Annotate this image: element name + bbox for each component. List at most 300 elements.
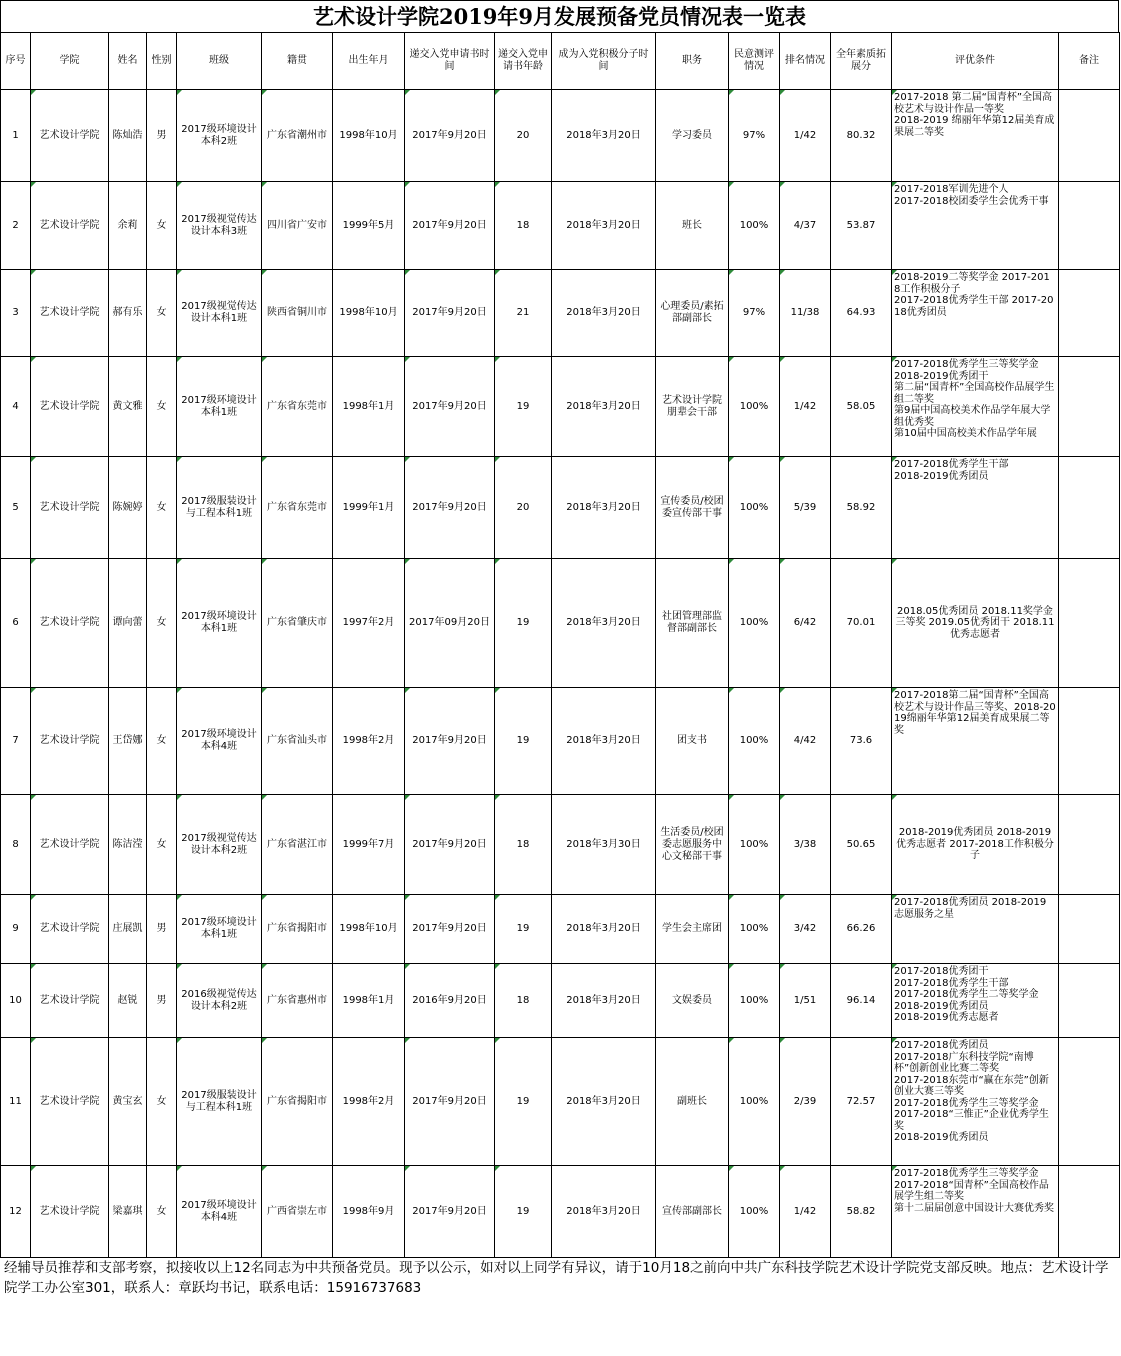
comment-marker-icon [729, 270, 734, 275]
cell-poll [729, 90, 780, 182]
comment-marker-icon [262, 688, 267, 693]
cell-text: 黄宝玄 [112, 1095, 143, 1107]
cell-text: 70.01 [846, 617, 876, 628]
cell-text: 97% [742, 129, 766, 141]
cell-no [1, 795, 31, 895]
cell-text: 2017-2018第二届“国青杯”全国高校艺术与设计作品三等奖、2018-2019绵丽年华第12届美育成果展二等奖 [894, 690, 1056, 736]
comment-marker-icon [262, 357, 267, 362]
cell-birth [333, 795, 405, 895]
cell-text: 100% [739, 501, 769, 513]
cell-text: 艺术设计学院 [39, 1205, 100, 1217]
cell-text: 2017级视觉传达设计本科3班 [181, 213, 257, 237]
cell-text: 2017级环境设计本科4班 [181, 729, 257, 752]
cell-text: 团支书 [677, 735, 707, 746]
comment-marker-icon [780, 90, 785, 95]
cell-note [1059, 457, 1120, 559]
cell-text: 2018年3月20日 [566, 617, 641, 628]
cell-conditions [892, 559, 1059, 688]
cell-text: 19 [516, 1095, 530, 1107]
comment-marker-icon [177, 964, 182, 969]
cell-note [1059, 1166, 1120, 1258]
cell-text: 2017级视觉传达设计本科2班 [181, 832, 257, 856]
cell-text: 艺术设计学院 [39, 400, 100, 412]
comment-marker-icon [729, 357, 734, 362]
cell-college [31, 895, 109, 964]
comment-marker-icon [780, 357, 785, 362]
comment-marker-icon [262, 1038, 267, 1043]
cell-text: 1/51 [793, 994, 817, 1006]
cell-poll [729, 964, 780, 1038]
comment-marker-icon [405, 688, 410, 693]
comment-marker-icon [177, 182, 182, 187]
comment-marker-icon [177, 270, 182, 275]
cell-birth [333, 270, 405, 357]
comment-marker-icon [31, 1166, 36, 1171]
comment-marker-icon [405, 964, 410, 969]
cell-text: 2017-2018 第二届“国青杯”全国高校艺术与设计作品一等奖 2018-2019 绵丽年华第12届美育成果展二等奖 [894, 92, 1055, 138]
cell-text: 班长 [682, 219, 702, 231]
comment-marker-icon [892, 1166, 897, 1171]
cell-position [656, 559, 729, 688]
cell-text: 3 [12, 307, 19, 318]
table-row [1, 964, 1120, 1038]
cell-score [831, 357, 892, 457]
header-cell: 成为入党积极分子时间 [552, 33, 656, 90]
cell-birth [333, 90, 405, 182]
cell-gender [147, 270, 177, 357]
cell-rank [780, 559, 831, 688]
header-cell: 职务 [656, 33, 729, 90]
cell-age [495, 688, 552, 795]
cell-text: 2018-2019二等奖学金 2017-2018工作积极分子 2017-2018优秀学生干部 2017-2018优秀团员 [894, 272, 1054, 318]
table-row [1, 559, 1120, 688]
cell-text: 5/39 [793, 501, 817, 513]
cell-text: 2018年3月20日 [566, 1205, 641, 1217]
cell-note [1059, 90, 1120, 182]
cell-text: 谭向蕾 [112, 617, 143, 628]
cell-activist [552, 270, 656, 357]
cell-text: 19 [516, 735, 530, 746]
cell-text: 80.32 [846, 129, 876, 141]
comment-marker-icon [729, 457, 734, 462]
cell-score [831, 90, 892, 182]
cell-text: 1997年2月 [342, 617, 395, 628]
cell-text: 2017年9月20日 [412, 219, 487, 231]
cell-note [1059, 964, 1120, 1038]
cell-activist [552, 1166, 656, 1258]
cell-activist [552, 895, 656, 964]
cell-text: 73.6 [849, 735, 873, 746]
cell-text: 黄文雅 [112, 400, 143, 412]
cell-text: 10 [9, 994, 22, 1006]
cell-text: 3/42 [793, 923, 817, 934]
comment-marker-icon [729, 688, 734, 693]
cell-text: 艺术设计学院 [39, 735, 100, 746]
cell-conditions [892, 1166, 1059, 1258]
cell-text: 4 [12, 400, 19, 412]
cell-text: 1998年2月 [342, 1095, 395, 1107]
member-table [0, 32, 1120, 1258]
cell-text: 女 [156, 838, 167, 850]
cell-text: 3/38 [793, 838, 817, 850]
comment-marker-icon [262, 895, 267, 900]
cell-text: 1998年1月 [342, 994, 395, 1006]
cell-no [1, 895, 31, 964]
comment-marker-icon [262, 90, 267, 95]
cell-text: 21 [516, 307, 530, 318]
header-cell: 学院 [31, 33, 109, 90]
comment-marker-icon [495, 1166, 500, 1171]
cell-text: 心理委员/素拓部副部长 [660, 301, 724, 324]
header-cell: 全年素质拓展分 [831, 33, 892, 90]
cell-text: 2017级环境设计本科1班 [181, 611, 257, 634]
comment-marker-icon [495, 795, 500, 800]
comment-marker-icon [262, 964, 267, 969]
cell-conditions [892, 688, 1059, 795]
comment-marker-icon [892, 559, 897, 564]
table-row [1, 457, 1120, 559]
cell-text: 王岱娜 [112, 735, 143, 746]
comment-marker-icon [262, 457, 267, 462]
cell-note [1059, 795, 1120, 895]
comment-marker-icon [177, 457, 182, 462]
cell-text: 宣传委员/校团委宣传部干事 [660, 495, 724, 519]
cell-position [656, 795, 729, 895]
cell-text: 广东省潮州市 [267, 129, 327, 141]
comment-marker-icon [729, 182, 734, 187]
comment-marker-icon [780, 270, 785, 275]
comment-marker-icon [729, 559, 734, 564]
cell-text: 2017年9月20日 [412, 1095, 487, 1107]
cell-score [831, 457, 892, 559]
cell-college [31, 1166, 109, 1258]
cell-text: 2017年9月20日 [412, 735, 487, 746]
comment-marker-icon [495, 895, 500, 900]
comment-marker-icon [495, 688, 500, 693]
cell-text: 广东省东莞市 [267, 501, 327, 513]
cell-text: 2017年9月20日 [412, 501, 487, 513]
cell-text: 20 [516, 129, 530, 141]
comment-marker-icon [405, 357, 410, 362]
cell-text: 2017级环境设计本科1班 [181, 917, 257, 940]
cell-text: 艺术设计学院 [39, 1095, 100, 1107]
comment-marker-icon [495, 357, 500, 362]
comment-marker-icon [405, 90, 410, 95]
cell-class [177, 357, 262, 457]
cell-position [656, 688, 729, 795]
comment-marker-icon [780, 964, 785, 969]
cell-age [495, 559, 552, 688]
cell-poll [729, 1038, 780, 1166]
comment-marker-icon [405, 559, 410, 564]
cell-birth [333, 357, 405, 457]
cell-no [1, 688, 31, 795]
cell-gender [147, 182, 177, 270]
cell-apply [405, 964, 495, 1038]
cell-text: 1999年5月 [342, 219, 395, 231]
table-row [1, 357, 1120, 457]
cell-text: 广东省湛江市 [267, 838, 327, 850]
cell-text: 72.57 [846, 1095, 876, 1107]
cell-text: 100% [739, 400, 769, 412]
cell-poll [729, 1166, 780, 1258]
cell-gender [147, 1166, 177, 1258]
comment-marker-icon [495, 182, 500, 187]
cell-text: 学生会主席团 [662, 923, 722, 934]
header-cell: 出生年月 [333, 33, 405, 90]
comment-marker-icon [405, 895, 410, 900]
cell-rank [780, 457, 831, 559]
comment-marker-icon [495, 559, 500, 564]
cell-text: 2018.05优秀团员 2018.11奖学金三等奖 2019.05优秀团干 2018.11优秀志愿者 [895, 605, 1055, 640]
cell-conditions [892, 964, 1059, 1038]
comment-marker-icon [495, 1038, 500, 1043]
comment-marker-icon [892, 270, 897, 275]
comment-marker-icon [31, 270, 36, 275]
cell-activist [552, 964, 656, 1038]
cell-name [109, 688, 147, 795]
cell-text: 96.14 [846, 994, 876, 1006]
cell-class [177, 559, 262, 688]
cell-name [109, 457, 147, 559]
cell-native [262, 1166, 333, 1258]
cell-text: 4/42 [793, 735, 817, 746]
comment-marker-icon [892, 964, 897, 969]
cell-text: 1998年1月 [342, 400, 395, 412]
cell-class [177, 457, 262, 559]
cell-name [109, 357, 147, 457]
cell-text: 男 [156, 923, 167, 934]
cell-age [495, 964, 552, 1038]
comment-marker-icon [31, 559, 36, 564]
cell-age [495, 1038, 552, 1166]
cell-age [495, 90, 552, 182]
cell-class [177, 270, 262, 357]
cell-text: 100% [739, 735, 769, 746]
cell-position [656, 357, 729, 457]
cell-score [831, 270, 892, 357]
table-row [1, 895, 1120, 964]
cell-no [1, 457, 31, 559]
cell-position [656, 1166, 729, 1258]
cell-text: 2017年9月20日 [412, 307, 487, 318]
cell-class [177, 964, 262, 1038]
cell-gender [147, 1038, 177, 1166]
cell-text: 艺术设计学院 [39, 994, 100, 1006]
cell-age [495, 795, 552, 895]
cell-score [831, 964, 892, 1038]
cell-text: 1 [12, 129, 19, 141]
cell-text: 2017级环境设计本科2班 [181, 123, 257, 147]
table-row [1, 1038, 1120, 1166]
cell-class [177, 795, 262, 895]
comment-marker-icon [780, 688, 785, 693]
cell-activist [552, 795, 656, 895]
cell-text: 100% [739, 923, 769, 934]
cell-gender [147, 964, 177, 1038]
cell-text: 2017级视觉传达设计本科1班 [181, 301, 257, 324]
table-row [1, 795, 1120, 895]
cell-no [1, 357, 31, 457]
comment-marker-icon [262, 182, 267, 187]
cell-text: 2017年9月20日 [412, 923, 487, 934]
cell-native [262, 895, 333, 964]
cell-no [1, 964, 31, 1038]
cell-class [177, 688, 262, 795]
cell-college [31, 964, 109, 1038]
cell-text: 艺术设计学院 [39, 129, 100, 141]
cell-text: 2018年3月20日 [566, 501, 641, 513]
cell-text: 2017年9月20日 [412, 1205, 487, 1217]
comment-marker-icon [262, 795, 267, 800]
cell-name [109, 90, 147, 182]
cell-apply [405, 795, 495, 895]
cell-text: 广东省汕头市 [267, 735, 327, 746]
cell-poll [729, 559, 780, 688]
cell-note [1059, 270, 1120, 357]
cell-text: 艺术设计学院 [39, 501, 100, 513]
comment-marker-icon [177, 1166, 182, 1171]
cell-text: 1/42 [793, 1205, 817, 1217]
cell-text: 生活委员/校团委志愿服务中心文秘部干事 [660, 826, 724, 862]
cell-text: 2017级服装设计与工程本科1班 [181, 1089, 257, 1113]
cell-text: 女 [156, 1205, 167, 1217]
cell-text: 6/42 [793, 617, 817, 628]
cell-text: 2017年09月20日 [409, 617, 490, 628]
cell-text: 赵锐 [117, 994, 138, 1006]
cell-birth [333, 1166, 405, 1258]
cell-age [495, 357, 552, 457]
cell-rank [780, 270, 831, 357]
cell-conditions [892, 182, 1059, 270]
cell-text: 女 [156, 307, 167, 318]
cell-age [495, 1166, 552, 1258]
header-cell: 民意测评情况 [729, 33, 780, 90]
cell-native [262, 457, 333, 559]
cell-gender [147, 357, 177, 457]
cell-activist [552, 457, 656, 559]
cell-text: 11 [9, 1095, 22, 1107]
cell-birth [333, 457, 405, 559]
cell-poll [729, 795, 780, 895]
cell-text: 女 [156, 219, 167, 231]
cell-text: 9 [12, 923, 19, 934]
cell-text: 100% [739, 617, 769, 628]
cell-position [656, 1038, 729, 1166]
cell-apply [405, 457, 495, 559]
table-row [1, 688, 1120, 795]
cell-apply [405, 1038, 495, 1166]
cell-apply [405, 688, 495, 795]
cell-conditions [892, 457, 1059, 559]
cell-gender [147, 688, 177, 795]
header-cell: 备注 [1059, 33, 1120, 90]
cell-score [831, 1038, 892, 1166]
comment-marker-icon [892, 357, 897, 362]
cell-rank [780, 895, 831, 964]
cell-college [31, 270, 109, 357]
cell-activist [552, 688, 656, 795]
cell-text: 社团管理部监督部副部长 [662, 611, 722, 634]
cell-no [1, 270, 31, 357]
cell-class [177, 90, 262, 182]
comment-marker-icon [780, 895, 785, 900]
cell-text: 6 [12, 617, 19, 628]
cell-text: 5 [12, 501, 19, 513]
cell-text: 2016级视觉传达设计本科2班 [181, 988, 257, 1012]
cell-college [31, 90, 109, 182]
cell-text: 艺术设计学院朋辈会干部 [662, 394, 722, 418]
cell-text: 2018-2019优秀团员 2018-2019优秀志愿者 2017-2018工作积极分子 [896, 827, 1054, 862]
cell-text: 2017年9月20日 [412, 838, 487, 850]
cell-text: 1999年7月 [342, 838, 395, 850]
comment-marker-icon [729, 1038, 734, 1043]
cell-score [831, 1166, 892, 1258]
comment-marker-icon [892, 1038, 897, 1043]
comment-marker-icon [495, 457, 500, 462]
cell-text: 郝有乐 [112, 307, 143, 318]
comment-marker-icon [892, 182, 897, 187]
cell-no [1, 1166, 31, 1258]
cell-native [262, 559, 333, 688]
cell-text: 18 [516, 994, 530, 1006]
cell-text: 2017年9月20日 [412, 400, 487, 412]
cell-conditions [892, 795, 1059, 895]
cell-name [109, 964, 147, 1038]
cell-gender [147, 90, 177, 182]
cell-text: 艺术设计学院 [39, 307, 100, 318]
comment-marker-icon [892, 795, 897, 800]
cell-position [656, 90, 729, 182]
header-cell: 评优条件 [892, 33, 1059, 90]
cell-text: 2/39 [793, 1095, 817, 1107]
cell-conditions [892, 357, 1059, 457]
comment-marker-icon [892, 895, 897, 900]
comment-marker-icon [780, 182, 785, 187]
comment-marker-icon [31, 457, 36, 462]
comment-marker-icon [729, 795, 734, 800]
comment-marker-icon [31, 895, 36, 900]
cell-note [1059, 1038, 1120, 1166]
cell-position [656, 457, 729, 559]
cell-apply [405, 1166, 495, 1258]
cell-text: 2017-2018优秀团员 2017-2018广东科技学院“南博杯”创新创业比赛二等奖 2017-2018东莞市“赢在东莞”创新创业大赛三等奖 2017-2018优秀学生三等奖学金 2017-2018“三惟正”企业优秀学生奖 2018-2019优秀团员 [894, 1040, 1049, 1143]
comment-marker-icon [780, 795, 785, 800]
cell-text: 20 [516, 501, 530, 513]
cell-apply [405, 357, 495, 457]
comment-marker-icon [31, 182, 36, 187]
cell-score [831, 688, 892, 795]
cell-note [1059, 688, 1120, 795]
cell-text: 2018年3月20日 [566, 923, 641, 934]
header-cell: 姓名 [109, 33, 147, 90]
cell-text: 艺术设计学院 [39, 617, 100, 628]
cell-birth [333, 182, 405, 270]
cell-note [1059, 182, 1120, 270]
cell-name [109, 270, 147, 357]
cell-text: 18 [516, 838, 530, 850]
cell-poll [729, 270, 780, 357]
cell-conditions [892, 90, 1059, 182]
cell-text: 余莉 [117, 219, 138, 231]
cell-note [1059, 895, 1120, 964]
cell-text: 女 [156, 735, 167, 746]
cell-text: 陈婉婷 [112, 501, 143, 513]
cell-name [109, 1166, 147, 1258]
cell-activist [552, 559, 656, 688]
cell-position [656, 964, 729, 1038]
cell-text: 19 [516, 400, 530, 412]
